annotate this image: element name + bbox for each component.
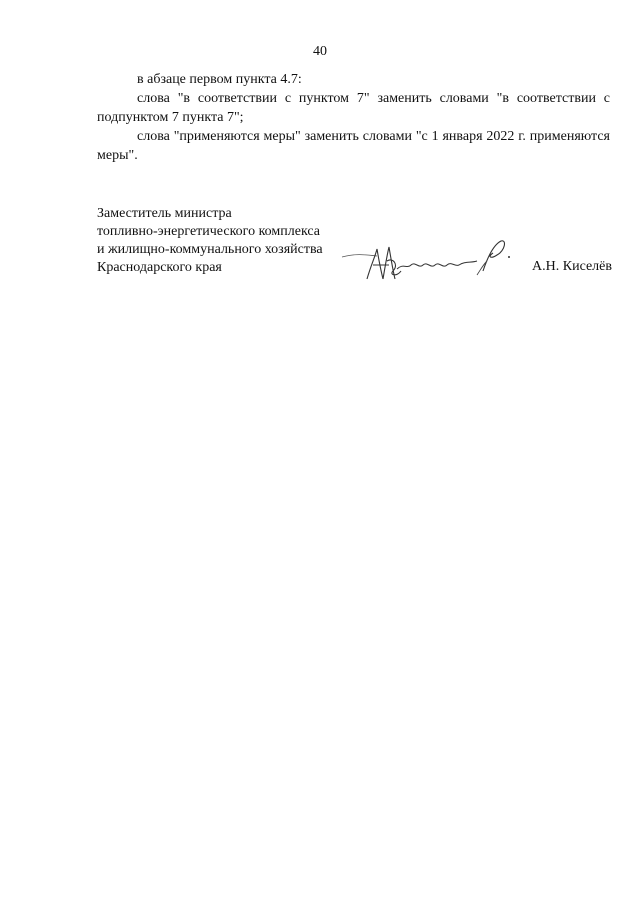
paragraph-3: слова "применяются меры" заменить словами "с 1 января 2022 г. применяются меры". — [97, 129, 610, 163]
document-body — [97, 70, 610, 165]
position-line-2: топливно-энергетического комплекса — [97, 224, 320, 239]
signer-position — [97, 205, 323, 277]
position-line-3: и жилищно-коммунального хозяйства — [97, 242, 323, 257]
position-line-4: Краснодарского края — [97, 260, 222, 275]
signature-block — [97, 205, 612, 285]
paragraph-1: в абзаце первом пункта 4.7: — [137, 72, 302, 87]
paragraph-2: слова "в соответствии с пунктом 7" заменить словами "в соответствии с подпунктом 7 пункта 7"; — [97, 91, 610, 125]
handwritten-signature — [337, 235, 517, 285]
page-number: 40 — [313, 44, 327, 59]
signer-name: А.Н. Киселёв — [532, 259, 612, 274]
position-line-1: Заместитель министра — [97, 206, 232, 221]
